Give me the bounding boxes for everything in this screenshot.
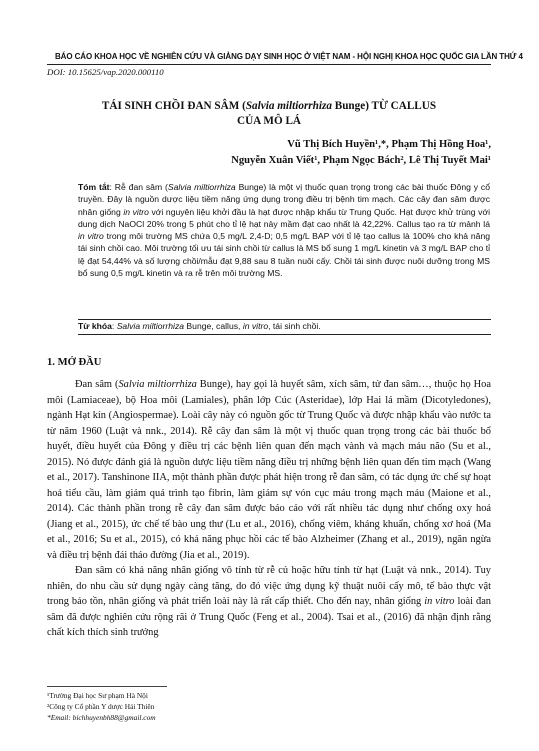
paragraph-1 (47, 377, 491, 563)
paragraph-text: Bunge), hay gọi là huyết sâm, xích sâm, tử đan sâm…, thuộc họ Hoa môi (Lamiaceae), bộ Hoa môi (Lamiales), phân lớp Cúc (Asteridae), lớp Hai lá mầm (Dicotyledones), ngành Hạt kín (Angiospermae). Loài cây này có nguồn gốc từ Trung Quốc và được nhập khẩu vào nước ta từ năm 1960 (Luật và nnk., 2014). Rễ cây đan sâm là một vị thuốc quan trọng trong các bài thuốc bổ huyết, điều huyết của Đông y điều trị các bệnh liên quan đến mạch vành và mạch máu não (Su et al., 2015). Nó được đánh giá là nguồn dược liệu tiềm năng điều trị những bệnh liên quan đến tim mạch (Wang et al., 2017). Tanshinone IIA, một thành phần được phát hiện trong rễ đan sâm, có tác dụng ức chế sự hoạt hoá tiểu cầu, làm giảm quá trình tạo fibrin, làm giảm sự vón cục máu trong mạch máu (Maione et al., 2014). Các thành phần trong rễ cây đan sâm được báo cáo với rất nhiều tác dụng như chống oxy hoá (Jiang et al., 2015), ức chế tế bào ung thư (Lu et al., 2016), chống viêm, kháng khuẩn, chống xơ hoá (Ma et al., 2016; Su et al., 2015), có khả năng phục hồi các tế bào Alzheimer (Zhang et al., 2019), ngăn ngừa và điều trị bệnh đái tháo đường (Jia et al., 2019). (47, 379, 491, 561)
keywords (78, 321, 321, 331)
conference-header: BÁO CÁO KHOA HỌC VỀ NGHIÊN CỨU VÀ GIẢNG DẠY SINH HỌC Ở VIỆT NAM - HỘI NGHỊ KHOA HỌC QUỐC GIA LẦN THỨ 4 (55, 51, 523, 61)
abstract-text: trong môi trường MS chứa 0,5 mg/L 2,4-D; 0,5 mg/L BAP với tỉ lệ tạo callus là 100% cho khả năng tái sinh chồi cao. Môi trường tối ưu tái sinh chồi từ callus là MS bổ sung 1 mg/L kinetin và 3 mg/L BAP cho tỉ lệ đạt 54,44% và số lượng chồi/mẫu đạt 9,88 sau 8 tuần nuôi cấy. Chồi tái sinh được nuôi dưỡng trong MS bổ sung 0,5 mg/L kinetin và ra rễ trên môi trường MS. (78, 231, 491, 279)
authors-line1: Vũ Thị Bích Huyền¹,*, Phạm Thị Hồng Hoa¹, (287, 139, 491, 150)
header-rule (47, 64, 491, 65)
abstract-text: Bunge) là một vị thuốc quan trọng trong các bài thuốc Đông y cổ truyền. Đây là nguồn dược liệu tiềm năng ứng dụng trong điều trị bệnh tim mạch. Các cây đan sâm được nhân giống (78, 182, 491, 217)
abstract-italic: Salvia miltiorrhiza (167, 182, 236, 192)
abstract-text: : Rễ đan sâm ( (109, 182, 168, 192)
title-part1: TÁI SINH CHỒI ĐAN SÂM ( (101, 100, 246, 112)
paragraph-italic: in vitro (424, 596, 455, 607)
section-heading: 1. MỞ ĐẦU (47, 357, 102, 368)
keywords-bottom-rule (78, 334, 491, 335)
keywords-text: , tái sinh chồi. (268, 321, 321, 331)
paragraph-2 (47, 563, 491, 641)
keywords-italic: Salvia miltiorrhiza (116, 321, 185, 331)
keywords-text: Bunge, callus, (184, 321, 243, 331)
title-line2: CỦA MÔ LÁ (236, 115, 302, 127)
keywords-text: : (111, 321, 117, 331)
abstract-italic: in vitro (123, 206, 149, 217)
authors-line2: Nguyễn Xuân Viết¹, Phạm Ngọc Bách², Lê Thị Tuyết Mai¹ (231, 155, 491, 166)
paragraph-text: Đan sâm ( (75, 379, 119, 390)
abstract-text: với nguyên liệu khởi đầu là hạt được nhập khẩu từ Trung Quốc. Hạt được khử trùng với dung dịch NaOCl 20% trong 5 phút cho tỉ lệ hạt nảy mầm đạt cao nhất là 42,22%. Callus tạo ra từ mảnh lá (78, 206, 491, 229)
abstract (78, 181, 490, 279)
footnote-affiliation-2: ²Công ty Cổ phần Y dược Hải Thiên (47, 702, 155, 711)
abstract-label: Tóm tắt (78, 182, 110, 192)
paragraph-text: loài đan sâm đã được nghiên cứu rộng rãi ở Trung Quốc (Feng et al., 2004). Tsai et al., (2016) đã nhận định rằng chất kích thích sinh trưởng (47, 596, 491, 638)
body-text (47, 377, 491, 641)
title-species: Salvia miltiorrhiza (245, 100, 332, 112)
keywords-label: Từ khóa (78, 321, 112, 331)
keywords-top-rule (78, 319, 491, 320)
authors (231, 137, 491, 169)
paragraph-text: Đan sâm có khả năng nhân giống vô tính từ rễ củ hoặc hữu tính từ hạt (Luật và nnk., 2014). Tuy nhiên, do nhu cầu sử dụng ngày càng tăng, do đó việc ứng dụng kỹ thuật nuôi cấy mô, tế bào thực vật trong bảo tồn, nhân giống và phát triển loài này là rất cấp thiết. Cho đến nay, nhân giống (47, 565, 491, 607)
footnote-rule (47, 686, 167, 687)
keywords-italic: in vitro (242, 321, 269, 331)
doi[interactable]: DOI: 10.15625/vap.2020.000110 (47, 67, 164, 77)
footnotes (47, 690, 156, 723)
footnote-affiliation-1: ¹Trường Đại học Sư phạm Hà Nội (47, 691, 148, 700)
paper-title (47, 99, 491, 129)
abstract-italic: in vitro (78, 231, 104, 242)
title-part2: Bunge) TỪ CALLUS (331, 100, 437, 112)
footnote-email[interactable]: *Email: bichhuyenbh88@gmail.com (47, 713, 156, 722)
paragraph-italic: Salvia miltiorrhiza (118, 379, 197, 390)
